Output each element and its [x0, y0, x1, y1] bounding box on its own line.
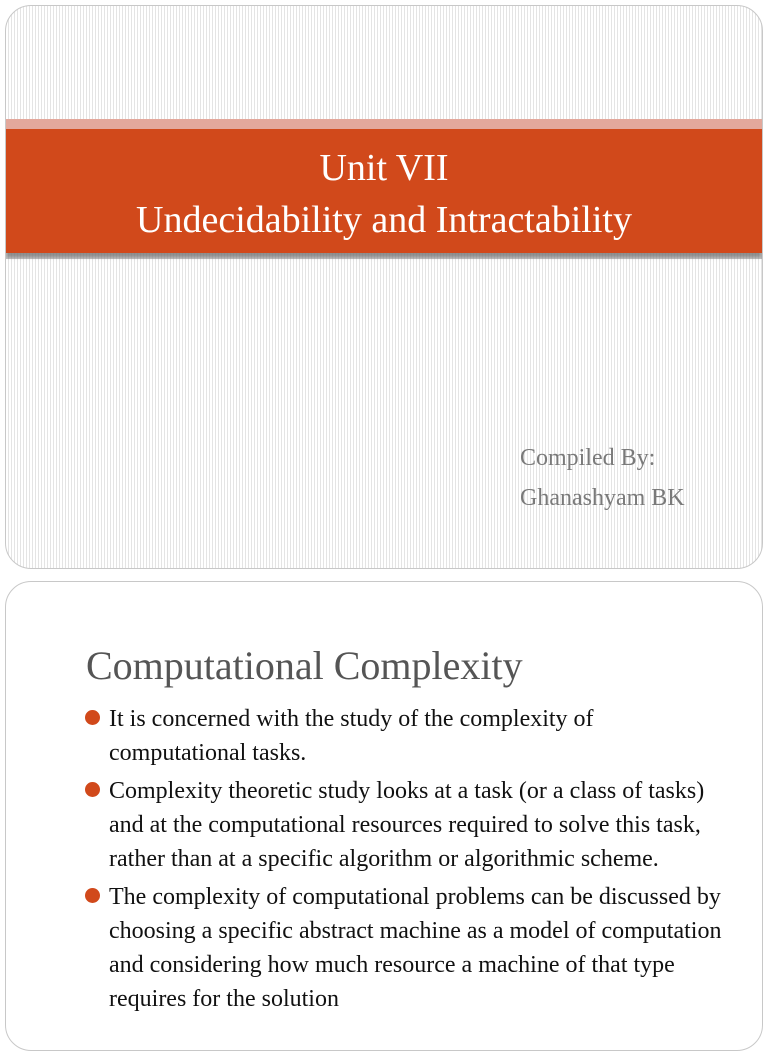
byline-author: Ghanashyam BK: [520, 485, 685, 511]
title-line-unit: Unit VII: [319, 147, 449, 189]
title-band-shadow: [6, 253, 762, 259]
bullet-item: [82, 702, 722, 770]
title-band-highlight: [6, 119, 762, 129]
bullet-item: [82, 774, 722, 876]
bullet-dot-icon: [85, 710, 100, 725]
byline: [520, 438, 685, 518]
content-slide: [5, 581, 763, 1051]
slide-title: [6, 142, 762, 246]
bullet-text: Complexity theoretic study looks at a task (or a class of tasks) and at the computational resources required to solve this task, rather than at a specific algorithm or algorithmic scheme.: [109, 778, 705, 872]
slide-heading: Computational Complexity: [86, 643, 523, 688]
byline-label: Compiled By:: [520, 445, 656, 471]
title-line-topic: Undecidability and Intractability: [136, 199, 632, 241]
bullet-item: [82, 880, 722, 1016]
bullet-text: It is concerned with the study of the complexity of computational tasks.: [109, 706, 594, 766]
bullet-list: [82, 702, 722, 1020]
bullet-dot-icon: [85, 782, 100, 797]
title-slide: [5, 5, 763, 569]
bullet-dot-icon: [85, 888, 100, 903]
bullet-text: The complexity of computational problems can be discussed by choosing a specific abstract machine as a model of computation and considering how much resource a machine of that type requires for the solution: [109, 884, 722, 1012]
